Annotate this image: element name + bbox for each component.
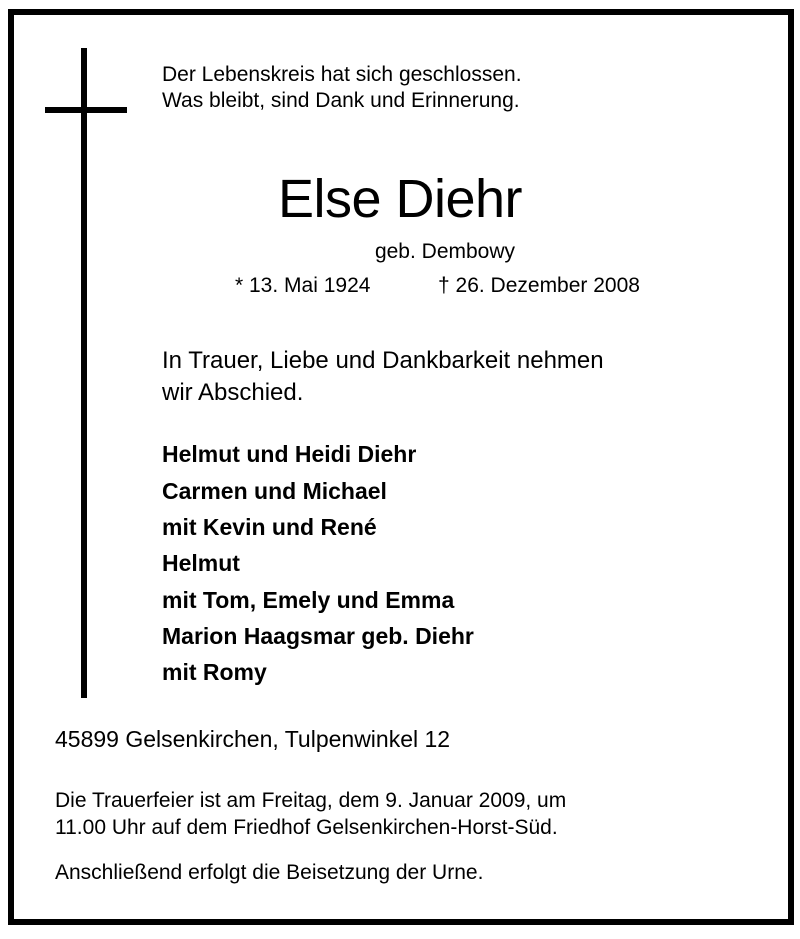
funeral-info-line-2: 11.00 Uhr auf dem Friedhof Gelsenkirchen-Horst-Süd. [55,816,558,839]
mourner-line: mit Kevin und René [162,514,377,540]
death-date: † 26. Dezember 2008 [438,274,640,297]
cross-icon-bar [45,107,127,113]
farewell-line-2: wir Abschied. [162,379,304,406]
mourner-line: Carmen und Michael [162,478,387,504]
motto-line-1: Der Lebenskreis hat sich geschlossen. [162,63,522,86]
deceased-name: Else Diehr [277,169,523,229]
address: 45899 Gelsenkirchen, Tulpenwinkel 12 [55,726,451,752]
mourner-line: mit Tom, Emely und Emma [162,587,455,613]
mourner-line: mit Romy [162,659,267,685]
cross-icon [81,48,87,698]
birth-name: geb. Dembowy [374,240,516,263]
birth-date: * 13. Mai 1924 [235,274,371,297]
obituary-notice [8,9,794,925]
mourner-line: Helmut und Heidi Diehr [162,441,417,467]
farewell-line-1: In Trauer, Liebe und Dankbarkeit nehmen [162,347,604,374]
burial-info: Anschließend erfolgt die Beisetzung der Urne. [55,861,484,884]
funeral-info-line-1: Die Trauerfeier ist am Freitag, dem 9. Januar 2009, um [55,789,567,812]
mourner-line: Helmut [162,550,240,576]
motto-line-2: Was bleibt, sind Dank und Erinnerung. [162,89,520,112]
mourner-line: Marion Haagsmar geb. Diehr [162,623,474,649]
